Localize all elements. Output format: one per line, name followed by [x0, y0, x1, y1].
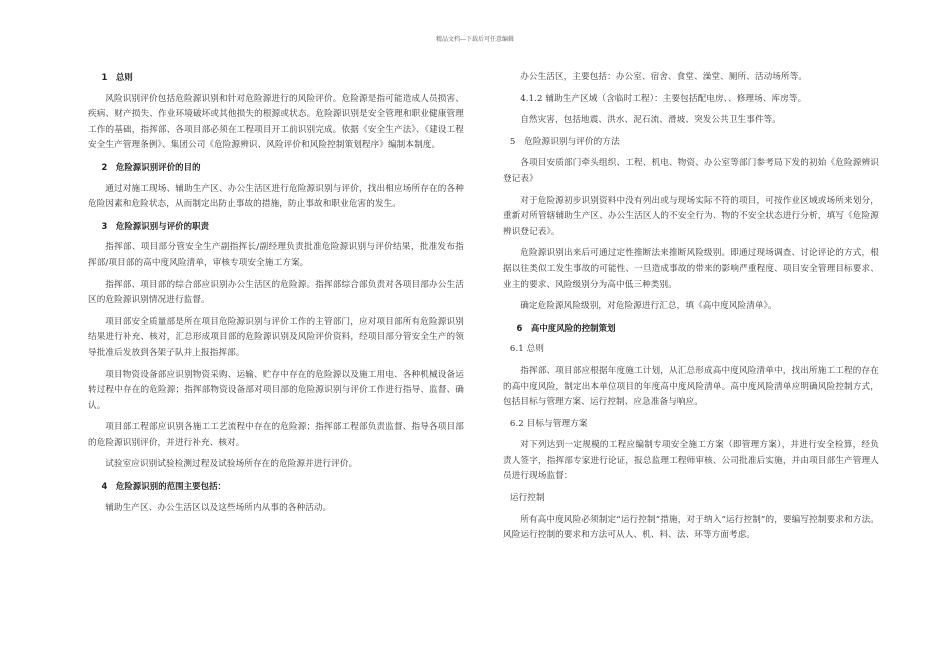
body-paragraph: 办公生活区，主要包括：办公室、宿舍、食堂、澡堂、厕所、活动场所等。 [520, 72, 808, 82]
body-paragraph: 各项目安质部门牵头组织、工程、机电、物资、办公室等部门参考局下发的初始《危险源辨识登记表》 [503, 158, 879, 184]
body-paragraph: 辅助生产区、办公生活区以及这些场所内从事的各种活动。 [105, 502, 332, 513]
section-subheading: 5 危险源识别与评价的方法 [509, 136, 620, 147]
body-paragraph: 指挥部、项目部的综合部应识别办公生活区的危险源。指挥部综合部负责对各项目部办公生活区的危险源识别情况进行监督。 [88, 279, 464, 306]
body-paragraph: 危险源识别出来后可通过定性推断法来推断风险级别。即通过现场调查、讨论评论的方式，根据以往类似工发生事故的可能性、一旦造成事故的带来的影响严重程度、项目安全管理目标要求、业主的要求、风险级别分为高中低三种类别。 [503, 248, 879, 290]
body-paragraph: 对于危险源初步识别资料中没有列出或与现场实际不符的项目，可按作业区域或场所来划分，重新对所管辖辅助生产区、办公生活区人的不安全行为、物的不安全状态进行分析，填写《危险源辨识登记表》。 [503, 195, 879, 237]
right-column [503, 70, 879, 550]
body-paragraph: 确定危险源风险级别，对危险源进行汇总，填《高中度风险清单》。 [520, 301, 777, 312]
section-heading: 3 危险源识别与评价的职责 [101, 220, 210, 231]
section-heading: 6 高中度风险的控制策划 [516, 322, 616, 333]
section-subheading: 6.1 总则 [509, 344, 545, 355]
section-heading: 2 危险源识别评价的目的 [101, 161, 201, 172]
section-heading: 4 危险源识别的范围主要包括： [101, 481, 227, 492]
body-paragraph: 4.1.2 辅助生产区域（含临时工程）：主要包括配电房、、修理场、库房等。 [520, 93, 807, 104]
body-paragraph: 指挥部、项目部分管安全生产副指挥长/副经理负责批准危险源识别与评价结果，批准发布指挥部/项目部的高中度风险清单，审核专项安全施工方案。 [88, 242, 464, 268]
body-paragraph: 试验室应识别试验检测过程及试验场所存在的危险源并进行评价。 [105, 459, 358, 470]
body-paragraph: 项目部安全质量部是所在项目危险源识别与评价工作的主管部门，应对项目部所有危险源识别结果进行补充、核对，汇总形成项目部的危险源识别及风险评价资料，经项目部分管安全生产的领导批准后发放到各架子队并上报指挥部。 [88, 316, 464, 358]
body-paragraph: 通过对施工现场、辅助生产区、办公生活区进行危险源识别与评价，找出相应场所存在的各种危险因素和危险状态，从而制定出防止事故的措施，防止事故和职业危害的发生。 [88, 183, 464, 210]
section-subheading: 6.2 目标与管理方案 [509, 418, 588, 429]
body-paragraph: 对下列达到一定规模的工程应编制专项安全施工方案（即管理方案），并进行安全检算，经负责人签字，指挥部专家进行论证，报总监理工程师审核、公司批准后实施，并由项目部生产管理人员进行现场监督： [503, 440, 879, 482]
body-paragraph: 所有高中度风险必须制定“运行控制”措施，对于纳入“运行控制”的，要编写控制要求和方法。风险运行控制的要求和方法可从人、机、料、法、环等方面考虑。 [503, 514, 879, 541]
page-header: 精品文档---下载后可任意编辑 [435, 36, 515, 43]
section-subheading: 运行控制 [509, 493, 545, 504]
body-paragraph: 项目部工程部应识别各施工工艺流程中存在的危险源；指挥部工程部负责监督、指导各项目部的危险源识别评价，并进行补充、核对。 [88, 422, 464, 448]
section-heading: 1 总则 [101, 72, 133, 82]
body-paragraph: 风险识别评价包括危险源识别和针对危险源进行的风险评价。危险源是指可能造成人员损害、疾病、财产损失、作业环境破坏或其他损失的根源或状态。危险源识别是安全管理和职业健康管理工作的基础，指挥部、各项目部必须在工程项目开工前识别完成。依据《安全生产法》、《建设工程安全生产管理条例》、集团公司《危险源辨识、风险评价和风险控制策划程序》编制本制度。 [88, 93, 464, 151]
body-paragraph: 指挥部、项目部应根据年度施工计划，从汇总形成高中度风险清单中，找出所施工工程的存在的高中度风险，制定出本单位项目的年度高中度风险清单。高中度风险清单应明确风险控制方式，包括目标与管理方案、运行控制、应急准备与响应。 [503, 365, 879, 408]
body-paragraph: 自然灾害，包括地震、洪水、泥石流、滑坡、突发公共卫生事件等。 [520, 115, 782, 126]
body-paragraph: 项目物资设备部应识别物资采购、运输、贮存中存在的危险源以及施工用电、各种机械设备运转过程中存在的危险源；指挥部物资设备部对项目部的危险源识别与评价工作进行指导、监督、确认。 [88, 369, 464, 411]
left-column [88, 70, 464, 522]
